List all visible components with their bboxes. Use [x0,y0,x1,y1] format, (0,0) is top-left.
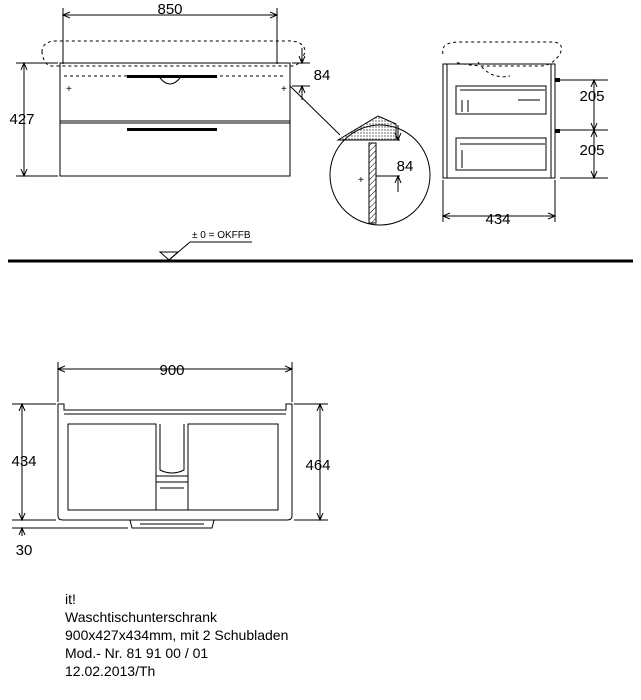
right-compartment [188,424,278,510]
washbasin-outline [42,41,305,66]
brand-name: it! [65,591,76,607]
top-overall-depth-label: 464 [305,456,331,474]
front-panel-section [369,143,376,223]
floor-reference-label: ± 0 = OKFFB [192,230,251,241]
floor-reference [8,230,633,261]
side-depth-label: 434 [485,210,511,228]
side-washbasin-outline [443,42,562,66]
top-view [11,362,330,559]
top-cabinet-outline [58,404,292,520]
cabinet-body [60,63,290,176]
upper-drawer-label: 205 [579,87,605,105]
worktop-section [338,116,396,140]
svg-text:+: + [358,175,364,186]
detail-drawer-label: 84 [396,157,414,175]
front-drawer-label: 84 [313,66,331,84]
side-cabinet-body [443,64,555,178]
side-view [443,42,608,228]
front-view [9,1,340,176]
lower-drawer-handle [127,128,217,131]
svg-text:+: + [66,84,72,95]
svg-text:+: + [281,84,287,95]
front-height-label: 427 [9,110,35,128]
model-number: Mod.- Nr. 81 91 00 / 01 [65,645,209,661]
product-caption [65,590,288,680]
front-width-label: 850 [157,0,183,18]
top-drawer-handle [127,75,217,78]
product-name: Waschtischunterschrank [65,609,217,625]
drawing-date: 12.02.2013/Th [65,663,156,679]
left-compartment [68,424,156,510]
detail-view [330,116,430,225]
siphon-cutout [156,424,188,476]
lower-drawer-label: 205 [579,141,605,159]
product-dimensions: 900x427x434mm, mit 2 Schubladen [65,627,289,643]
top-width-label: 900 [159,361,185,379]
level-marker [160,252,178,260]
top-depth-label: 434 [11,452,37,470]
handle-depth-label: 30 [15,541,33,559]
